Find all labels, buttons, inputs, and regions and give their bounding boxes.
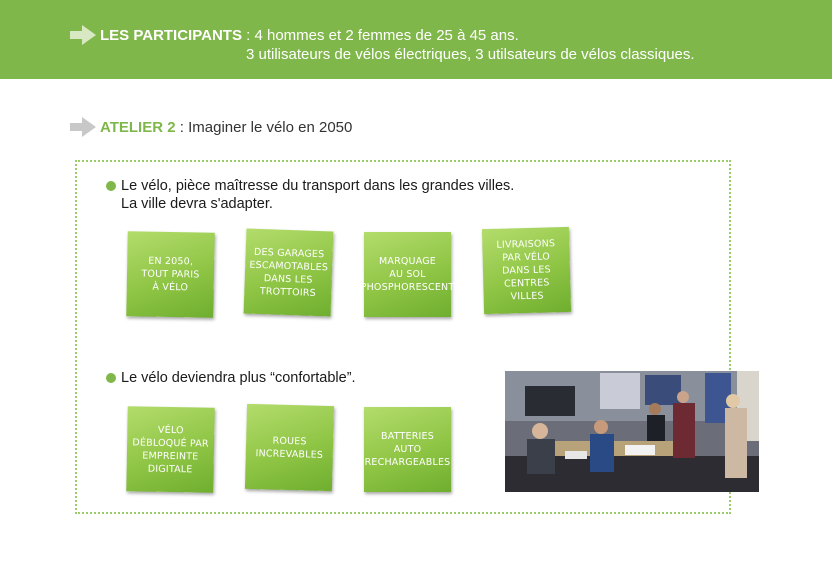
- section2-line1: Le vélo deviendra plus “confortable”.: [121, 370, 356, 386]
- bullet-dot-icon: [106, 181, 116, 191]
- section1-line2: La ville devra s'adapter.: [121, 196, 273, 212]
- section1-line1: Le vélo, pièce maîtresse du transport dans les grandes villes.: [121, 178, 515, 194]
- atelier-label: ATELIER 2: [100, 119, 176, 136]
- sticky-note: EN 2050, TOUT PARIS À VÉLO: [126, 231, 214, 318]
- arrow-right-icon: [70, 117, 96, 137]
- atelier-separator: :: [175, 119, 189, 136]
- arrow-right-icon: [70, 25, 96, 45]
- section1-bullet: [121, 177, 514, 213]
- participants-label: LES PARTICIPANTS: [100, 27, 242, 44]
- atelier-heading: [100, 119, 352, 136]
- section2-bullet: [121, 369, 356, 387]
- atelier-title: Imaginer le vélo en 2050: [188, 119, 353, 136]
- bullet-dot-icon: [106, 373, 116, 383]
- sticky-note: DES GARAGES ESCAMOTABLES DANS LES TROTTOIRS: [244, 229, 334, 317]
- sticky-note: ROUES INCREVABLES: [245, 404, 334, 491]
- sticky-note: LIVRAISONS PAR VÉLO DANS LES CENTRES VILLES: [482, 227, 571, 314]
- workshop-photo: [505, 371, 759, 492]
- participants-separator: :: [241, 27, 255, 44]
- participants-line2: 3 utilisateurs de vélos électriques, 3 utilsateurs de vélos classiques.: [246, 46, 695, 63]
- sticky-note: MARQUAGE AU SOL PHOSPHORESCENT: [364, 232, 451, 317]
- sticky-note: VÉLO DÉBLOQUÉ PAR EMPREINTE DIGITALE: [126, 406, 214, 493]
- participants-text: [100, 26, 695, 64]
- sticky-note: BATTERIES AUTO RECHARGEABLES: [364, 407, 451, 492]
- participants-line1: 4 hommes et 2 femmes de 25 à 45 ans.: [254, 27, 519, 44]
